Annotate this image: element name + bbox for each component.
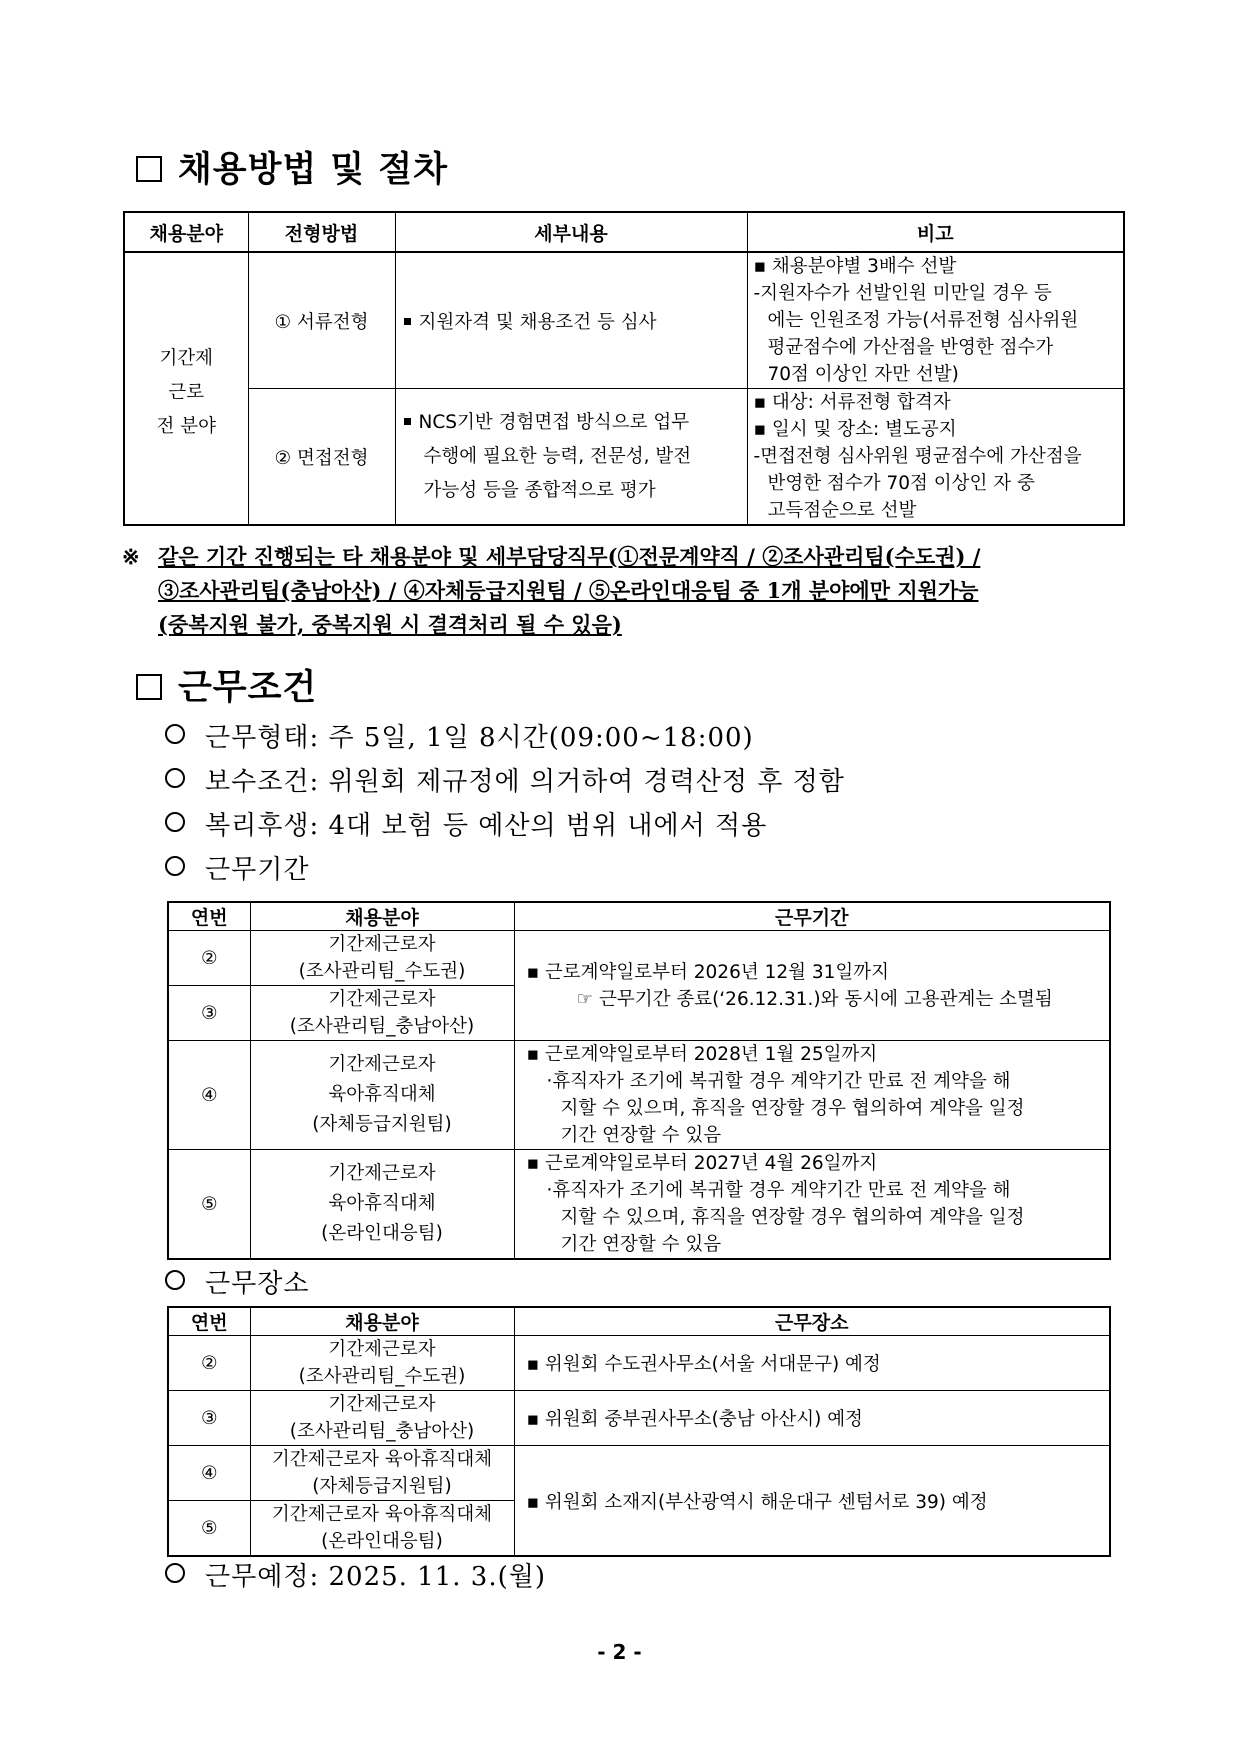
section-title-recruitment: 채용방법 및 절차 [136, 142, 448, 192]
period-cell: ▪ 근로계약일로부터 2028년 1월 25일까지 ·휴직자가 조기에 복귀할 경우 계약기간 만료 전 계약을 해 지할 수 있으며, 휴직을 연장할 경우 협의하여 계약을 일정 기간 연장할 수 있음 [514, 1041, 1110, 1150]
field-cell: 기간제근로자 육아휴직대체 (자체등급지원팀) [250, 1041, 514, 1150]
condition-item: 근무기간 [165, 849, 309, 886]
detail-cell: 지원자격 및 채용조건 등 심사 [395, 252, 747, 389]
circle-bullet-icon [165, 768, 185, 788]
circle-bullet-icon [165, 856, 185, 876]
field-cell: 기간제근로자 육아휴직대체 (온라인대응팀) [250, 1150, 514, 1260]
row-number: ② [168, 1336, 250, 1391]
row-number: ⑤ [168, 1501, 250, 1557]
condition-item: 복리후생: 4대 보험 등 예산의 범위 내에서 적용 [165, 805, 767, 842]
field-cell: 기간제근로자 (조사관리팀_충남아산) [250, 1391, 514, 1446]
circle-bullet-icon [165, 1270, 185, 1290]
condition-item: 근무예정: 2025. 11. 3.(월) [165, 1556, 546, 1593]
bullet-icon [404, 318, 411, 325]
method-cell: ① 서류전형 [248, 252, 395, 389]
row-number: ③ [168, 986, 250, 1041]
work-place-table [167, 1306, 1111, 1557]
row-number: ④ [168, 1041, 250, 1150]
row-number: ④ [168, 1446, 250, 1501]
col-header: 비고 [747, 212, 1124, 252]
condition-item: 근무장소 [165, 1263, 309, 1300]
field-cell: 기간제근로자 육아휴직대체 (자체등급지원팀) [250, 1446, 514, 1501]
col-header: 채용분야 [250, 1307, 514, 1336]
note-cell: ▪ 채용분야별 3배수 선발 -지원자수가 선발인원 미만일 경우 등 에는 인원조정 가능(서류전형 심사위원 평균점수에 가산점을 반영한 점수가 70점 이상인 자만 선발) [747, 252, 1124, 389]
col-header: 전형방법 [248, 212, 395, 252]
detail-cell: NCS기반 경험면접 방식으로 업무 수행에 필요한 능력, 전문성, 발전 가능성 등을 종합적으로 평가 [395, 389, 747, 526]
bullet-icon [404, 418, 411, 425]
checkbox-square-icon [136, 674, 162, 700]
circle-bullet-icon [165, 812, 185, 832]
field-cell: 기간제근로자 (조사관리팀_수도권) [250, 931, 514, 986]
notice-text: ※ 같은 기간 진행되는 타 채용분야 및 세부담당직무(①전문계약직 / ②조사관리팀(수도권) / ③조사관리팀(충남아산) / ④자체등급지원팀 / ⑤온라인대응팀 중 1개 분야에만 지원가능 (중복지원 불가, 중복지원 시 결격처리 될 수 있음) [122, 540, 1127, 642]
col-header: 근무장소 [514, 1307, 1110, 1336]
period-cell: ▪ 근로계약일로부터 2026년 12월 31일까지 ☞ 근무기간 종료(‘26.12.31.)와 동시에 고용관계는 소멸됨 [514, 931, 1110, 1041]
page-number: - 2 - [597, 1640, 642, 1664]
col-header: 연번 [168, 902, 250, 931]
method-cell: ② 면접전형 [248, 389, 395, 526]
period-cell: ▪ 근로계약일로부터 2027년 4월 26일까지 ·휴직자가 조기에 복귀할 경우 계약기간 만료 전 계약을 해 지할 수 있으며, 휴직을 연장할 경우 협의하여 계약을 일정 기간 연장할 수 있음 [514, 1150, 1110, 1260]
field-cell: 기간제근로자 육아휴직대체 (온라인대응팀) [250, 1501, 514, 1557]
place-cell: ▪ 위원회 중부권사무소(충남 아산시) 예정 [514, 1391, 1110, 1446]
field-cell: 기간제 근로 전 분야 [124, 252, 248, 525]
condition-item: 보수조건: 위원회 제규정에 의거하여 경력산정 후 정함 [165, 761, 845, 798]
field-cell: 기간제근로자 (조사관리팀_수도권) [250, 1336, 514, 1391]
notice-mark: ※ [122, 544, 140, 569]
circle-bullet-icon [165, 724, 185, 744]
condition-item: 근무형태: 주 5일, 1일 8시간(09:00~18:00) [165, 717, 754, 754]
place-cell: ▪ 위원회 수도권사무소(서울 서대문구) 예정 [514, 1336, 1110, 1391]
col-header: 연번 [168, 1307, 250, 1336]
work-period-table [167, 901, 1111, 1260]
place-cell: ▪ 위원회 소재지(부산광역시 해운대구 센텀서로 39) 예정 [514, 1446, 1110, 1557]
circle-bullet-icon [165, 1563, 185, 1583]
recruitment-process-table [123, 211, 1125, 526]
col-header: 채용분야 [124, 212, 248, 252]
col-header: 근무기간 [514, 902, 1110, 931]
note-cell: ▪ 대상: 서류전형 합격자 ▪ 일시 및 장소: 별도공지 -면접전형 심사위원 평균점수에 가산점을 반영한 점수가 70점 이상인 자 중 고득점순으로 선발 [747, 389, 1124, 526]
col-header: 채용분야 [250, 902, 514, 931]
checkbox-square-icon [136, 156, 162, 182]
row-number: ⑤ [168, 1150, 250, 1260]
field-cell: 기간제근로자 (조사관리팀_충남아산) [250, 986, 514, 1041]
row-number: ② [168, 931, 250, 986]
section-title-conditions: 근무조건 [136, 660, 317, 710]
col-header: 세부내용 [395, 212, 747, 252]
row-number: ③ [168, 1391, 250, 1446]
